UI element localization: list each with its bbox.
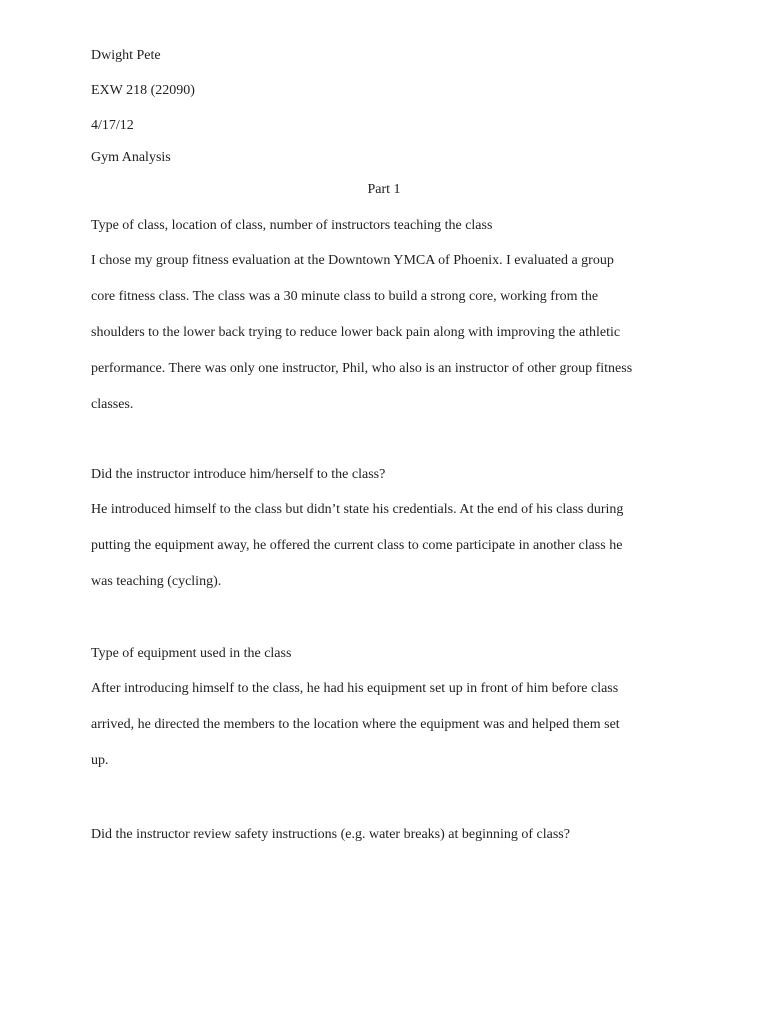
answer-line: up. xyxy=(91,753,109,768)
part-heading: Part 1 xyxy=(367,182,401,197)
question-instructor-intro: Did the instructor introduce him/herself to the class? xyxy=(91,467,386,482)
answer-line: putting the equipment away, he offered the current class to come participate in another class he xyxy=(91,538,623,553)
course-code: EXW 218 (22090) xyxy=(91,83,195,98)
answer-line: was teaching (cycling). xyxy=(91,574,222,589)
question-safety: Did the instructor review safety instructions (e.g. water breaks) at beginning of class? xyxy=(91,827,570,842)
date: 4/17/12 xyxy=(91,118,134,133)
answer-line: classes. xyxy=(91,397,134,412)
answer-line: He introduced himself to the class but didn’t state his credentials. At the end of his class during xyxy=(91,502,624,517)
answer-instructor-intro xyxy=(91,501,691,609)
answer-equipment xyxy=(91,680,691,788)
answer-line: shoulders to the lower back trying to reduce lower back pain along with improving the athletic xyxy=(91,325,621,340)
question-class-info: Type of class, location of class, number of instructors teaching the class xyxy=(91,218,493,233)
answer-line: arrived, he directed the members to the location where the equipment was and helped them set xyxy=(91,717,620,732)
question-equipment: Type of equipment used in the class xyxy=(91,646,292,661)
answer-line: performance. There was only one instructor, Phil, who also is an instructor of other group fitness xyxy=(91,361,633,376)
document-title: Gym Analysis xyxy=(91,150,171,165)
answer-line: I chose my group fitness evaluation at the Downtown YMCA of Phoenix. I evaluated a group xyxy=(91,253,614,268)
answer-line: core fitness class. The class was a 30 minute class to build a strong core, working from the xyxy=(91,289,599,304)
answer-class-info xyxy=(91,252,691,432)
answer-line: After introducing himself to the class, he had his equipment set up in front of him before class xyxy=(91,681,619,696)
author-name: Dwight Pete xyxy=(91,48,161,63)
